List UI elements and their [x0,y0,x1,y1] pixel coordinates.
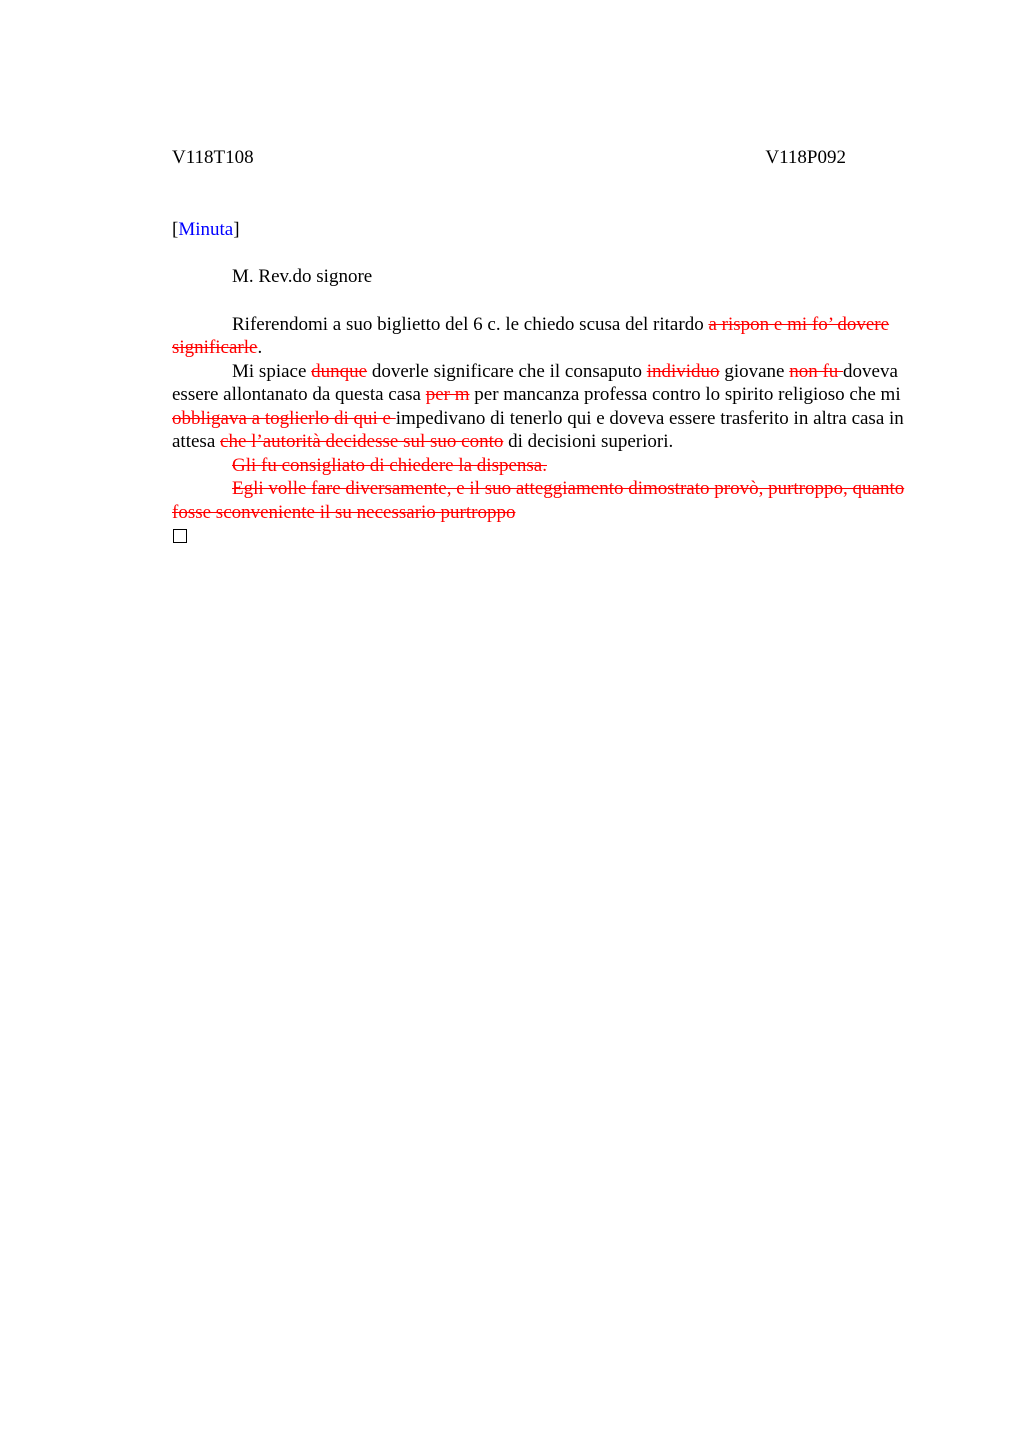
deletion: che l’autorità decidesse sul suo conto [220,431,504,452]
paragraph-1: Riferendomi a suo biglietto del 6 c. le chiedo scusa del ritardo a rispon e mi fo’ dovere significarle. [172,313,890,358]
deletion: dunque [311,360,368,382]
paragraph-4 [172,477,924,524]
deletion: individuo [646,360,720,382]
paragraph-3 [172,454,924,478]
checkbox-icon [172,524,924,550]
document-code-right: V118P092 [765,147,846,168]
minuta-label: Minuta [178,218,234,240]
deletion: a rispon e mi fo’ dovere significarle [172,313,890,358]
salutation: M. Rev.do signore [232,266,373,287]
document-code-left: V118T108 [172,147,254,168]
deletion: non fu [789,360,844,382]
paragraph-2: Mi spiace dunque doverle significare che il consaputo individuo giovane non fu doveva essere allontanato da questa casa per m per mancanza professa contro lo spirito religioso che mi obbligava a toglierlo di qui e impedivano di tenerlo qui e doveva essere trasferito in altra casa in attesa che l’autorità decidesse sul suo conto di decisioni superiori. [172,360,904,452]
deletion: per m [425,384,470,405]
deletion: Gli fu consigliato di chiedere la dispensa. [232,454,547,476]
document-header [172,146,846,170]
deletion: Egli volle fare diversamente, e il suo atteggiamento dimostrato provò, purtroppo, quanto fosse sconveniente il su necessario purtroppo [172,478,905,523]
document-type-label: [Minuta] [172,218,240,240]
document-page [172,146,924,550]
deletion: obbligava a toglierlo di qui e [172,407,396,429]
